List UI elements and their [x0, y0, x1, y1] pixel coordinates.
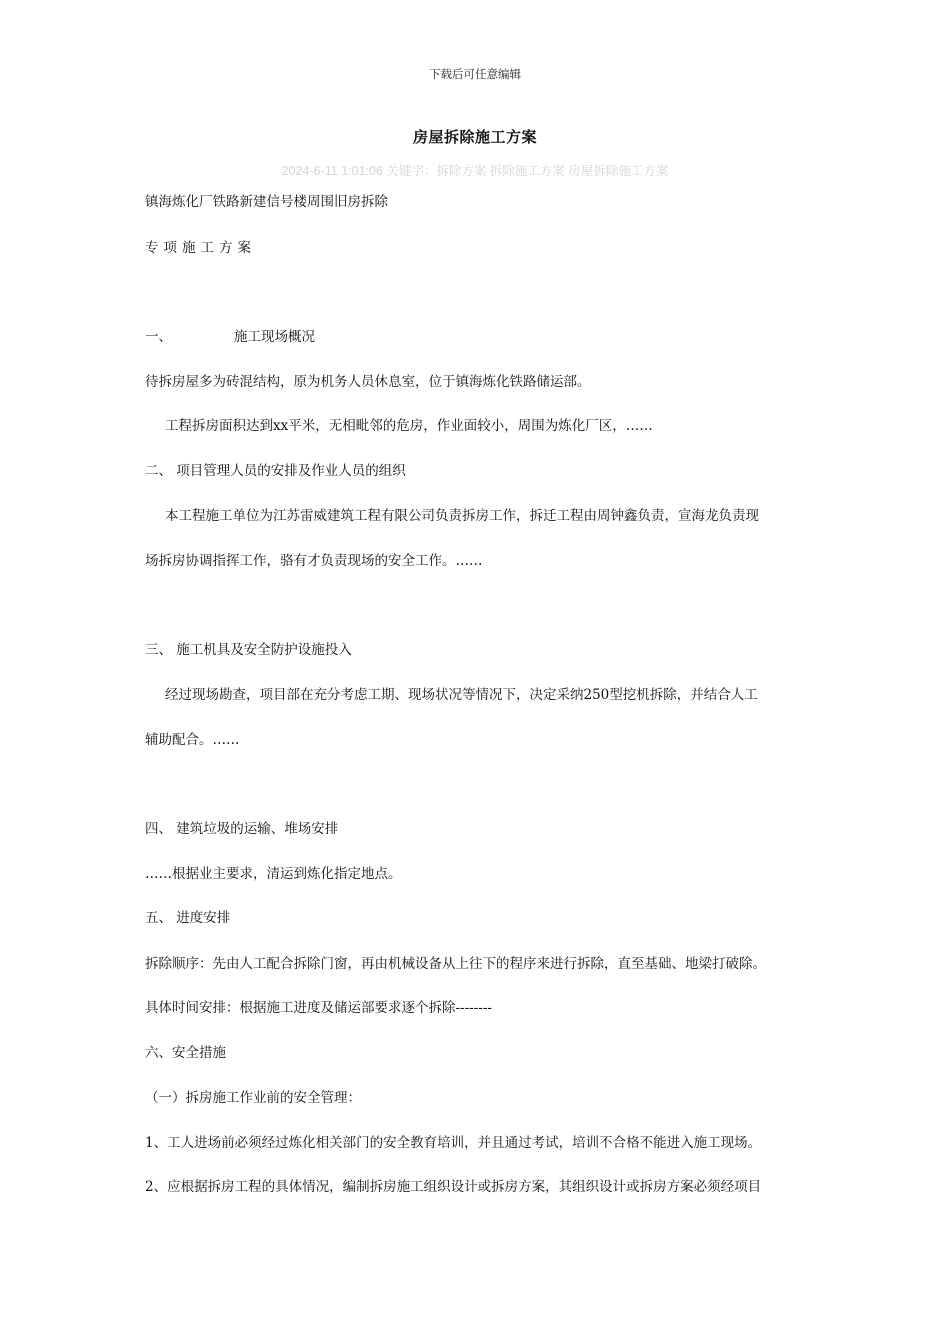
section-2-paragraph-line-2: 场拆房协调指挥工作，骆有才负责现场的安全工作。……	[145, 553, 483, 569]
section-6-heading: 六、安全措施	[145, 1045, 226, 1061]
section-6-item-2: 2、应根据拆房工程的具体情况，编制拆房施工组织设计或拆房方案，其组织设计或拆房方案必须经项目	[145, 1179, 762, 1195]
section-1-number: 一、	[145, 329, 172, 345]
section-1-heading	[145, 328, 315, 346]
section-4-paragraph: ……根据业主要求，清运到炼化指定地点。	[145, 866, 402, 882]
project-name: 镇海炼化厂铁路新建信号楼周围旧房拆除	[145, 194, 388, 210]
section-5-paragraph-2: 具体时间安排：根据施工进度及储运部要求逐个拆除--------	[145, 1000, 492, 1016]
section-3-paragraph-line-1: 经过现场勘查，项目部在充分考虑工期、现场状况等情况下，决定采纳250型挖机拆除，并结合人工	[165, 687, 758, 703]
section-1-title: 施工现场概况	[234, 329, 315, 345]
section-2-paragraph-line-1: 本工程施工单位为江苏雷威建筑工程有限公司负责拆房工作，拆迁工程由周钟鑫负责，宣海龙负责现	[165, 508, 759, 524]
section-4-heading: 四、 建筑垃圾的运输、堆场安排	[145, 821, 339, 837]
plan-label: 专项施工方案	[145, 240, 256, 256]
section-5-heading: 五、 进度安排	[145, 910, 231, 926]
section-5-paragraph-1: 拆除顺序：先由人工配合拆除门窗，再由机械设备从上往下的程序来进行拆除，直至基础、地梁打破除。	[145, 956, 766, 972]
meta-line: 2024-6-11 1:01:06 关键字：拆除方案 拆除施工方案 房屋拆除施工方案	[281, 164, 669, 178]
section-2-heading: 二、 项目管理人员的安排及作业人员的组织	[145, 463, 406, 479]
section-6-subheading-1: （一）拆房施工作业前的安全管理：	[145, 1090, 361, 1106]
section-3-heading: 三、 施工机具及安全防护设施投入	[145, 642, 352, 658]
section-1-paragraph-1: 待拆房屋多为砖混结构，原为机务人员休息室，位于镇海炼化铁路储运部。	[145, 374, 591, 390]
section-1-paragraph-2: 工程拆房面积达到xx平米，无相毗邻的危房，作业面较小，周围为炼化厂区，……	[165, 418, 653, 434]
header-note: 下载后可任意编辑	[429, 67, 521, 81]
section-6-item-1: 1、工人进场前必须经过炼化相关部门的安全教育培训，并且通过考试，培训不合格不能进入施工现场。	[145, 1135, 762, 1151]
section-3-paragraph-line-2: 辅助配合。……	[145, 732, 240, 748]
document-title: 房屋拆除施工方案	[412, 128, 537, 146]
